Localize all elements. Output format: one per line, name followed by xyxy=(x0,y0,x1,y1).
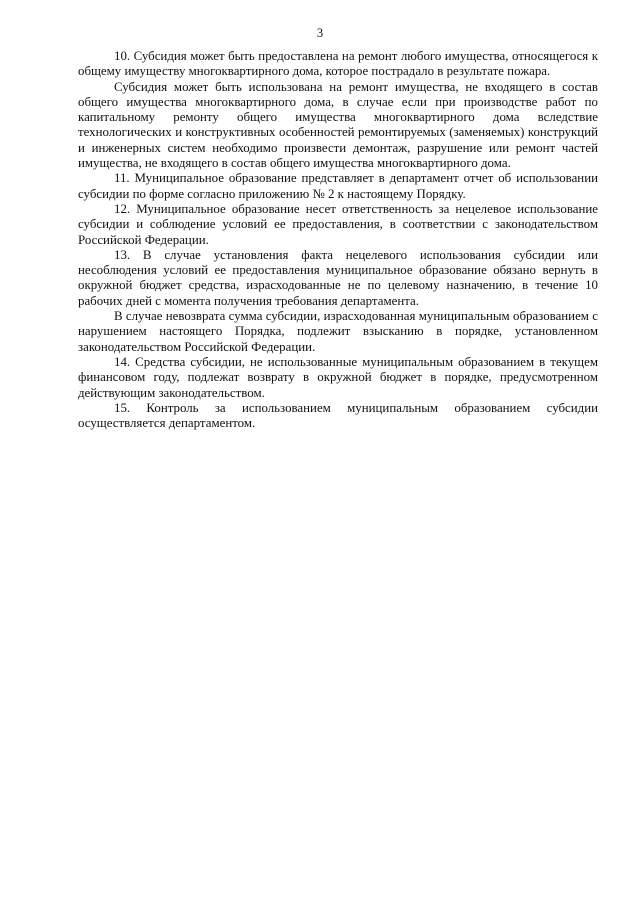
paragraph-15: 15. Контроль за использованием муниципальным образованием субсидии осуществляется департаментом. xyxy=(78,400,598,431)
paragraph-12: 12. Муниципальное образование несет ответственность за нецелевое использование субсидии и соблюдение условий ее предоставления, в соответствии с законодательством Российской Федерации. xyxy=(78,201,598,247)
paragraph-14: 14. Средства субсидии, не использованные муниципальным образованием в текущем финансовом году, подлежат возврату в окружной бюджет в порядке, предусмотренном действующим законодательством. xyxy=(78,354,598,400)
paragraph-11: 11. Муниципальное образование представляет в департамент отчет об использовании субсидии по форме согласно приложению № 2 к настоящему Порядку. xyxy=(78,171,598,201)
paragraph-13: 13. В случае установления факта нецелевого использования субсидии или несоблюдения условий ее предоставления муниципальное образование обязано вернуть в окружной бюджет средства, израсходованные не по целевому назначению, в течение 10 рабочих дней с момента получения требования департамента. xyxy=(78,247,598,308)
paragraph-10: 10. Субсидия может быть предоставлена на ремонт любого имущества, относящегося к общему имуществу многоквартирного дома, которое пострадало в результате пожара. xyxy=(78,49,598,79)
document-body xyxy=(78,49,598,431)
paragraph-10-continuation: Субсидия может быть использована на ремонт имущества, не входящего в состав общего имущества многоквартирного дома, в случае если при производстве работ по капитальному ремонту общего имущества многоквартирного дома вследствие технологических и конструктивных особенностей ремонтируемых (заменяемых) конструкций и инженерных систем необходимо произвести демонтаж, разрушение или ремонт частей имущества, не входящего в состав общего имущества многоквартирного дома. xyxy=(78,79,598,171)
page-number: 3 xyxy=(316,26,324,40)
paragraph-13-continuation: В случае невозврата сумма субсидии, израсходованная муниципальным образованием с нарушением настоящего Порядка, подлежит взысканию в порядке, установленном законодательством Российской Федерации. xyxy=(78,309,598,354)
